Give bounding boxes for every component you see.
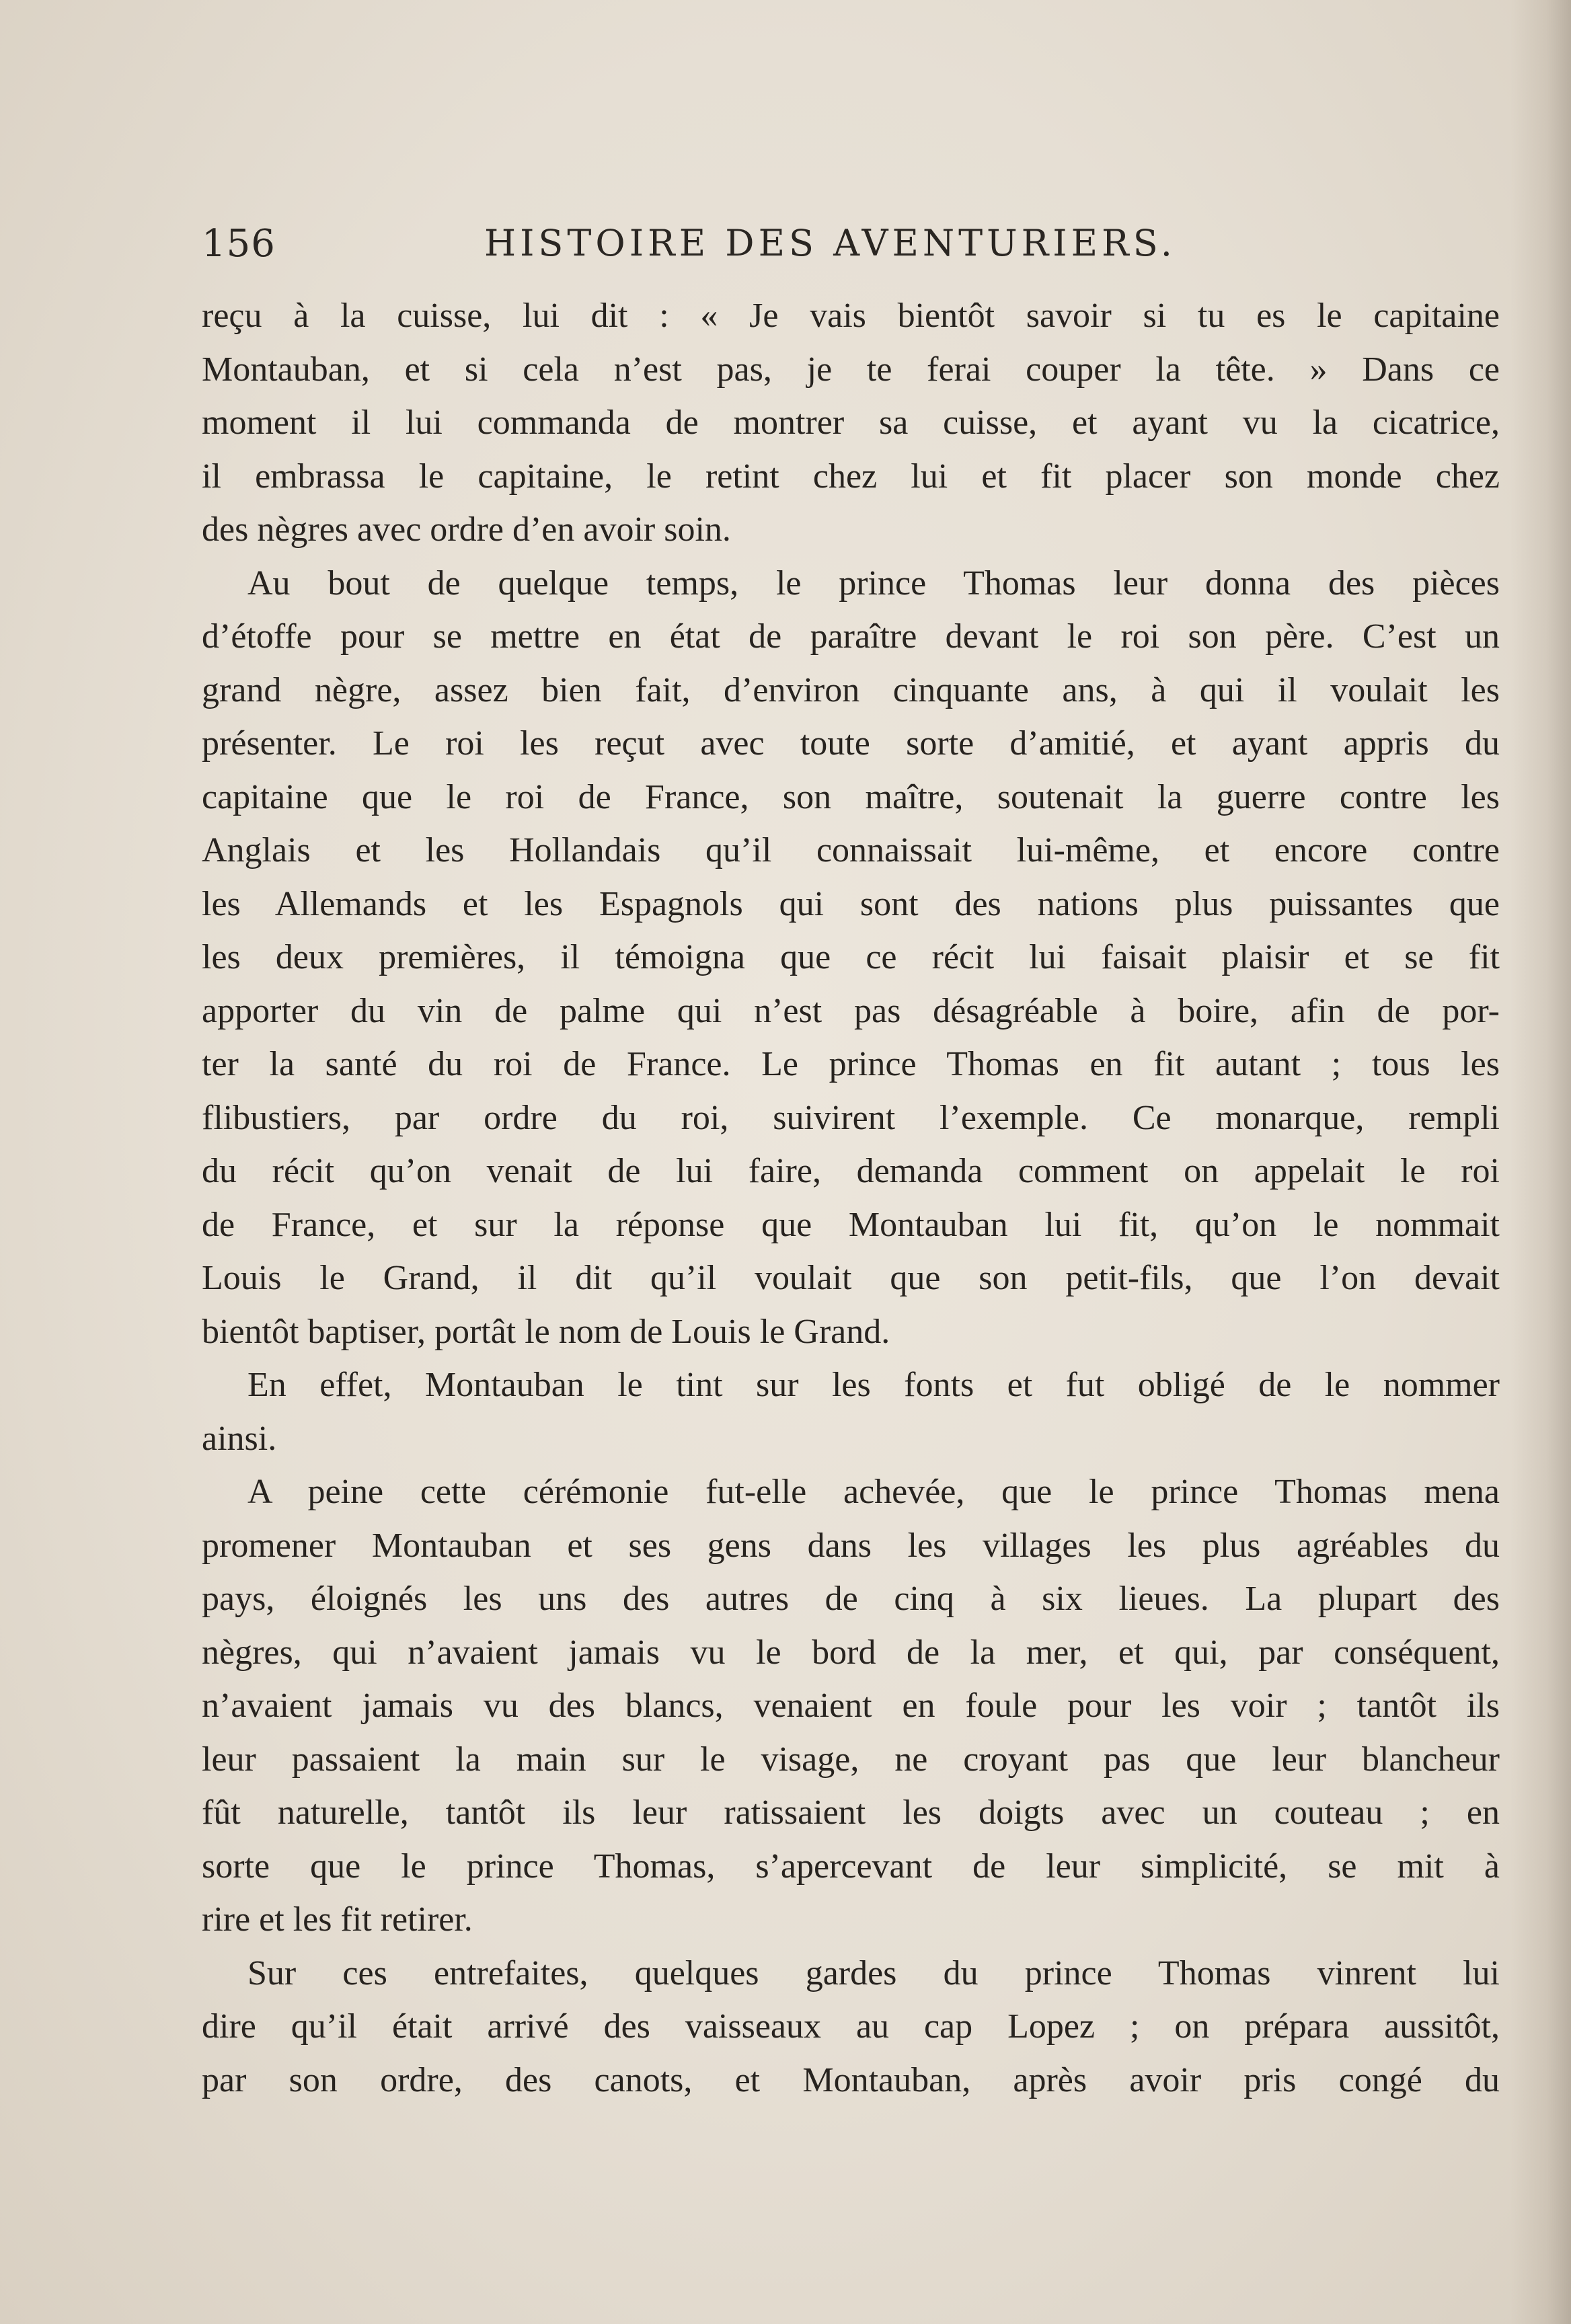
text-line: reçu à la cuisse, lui dit : « Je vais bientôt savoir si tu es le capitaine xyxy=(202,297,1500,335)
text-line: leur passaient la main sur le visage, ne croyant pas que leur blancheur xyxy=(202,1740,1500,1779)
text-line: par son ordre, des canots, et Montauban, après avoir pris congé du xyxy=(202,2060,1500,2099)
text-line: du récit qu’on venait de lui faire, demanda comment on appelait le roi xyxy=(202,1152,1500,1190)
paragraph-start-line: En effet, Montauban le tint sur les fonts et fut obligé de le nommer xyxy=(247,1366,1500,1404)
text-line: flibustiers, par ordre du roi, suivirent l’exemple. Ce monarque, rempli xyxy=(202,1098,1500,1137)
body-text xyxy=(202,289,1500,2107)
text-line: Louis le Grand, il dit qu’il voulait que son petit-fils, que l’on devait xyxy=(202,1259,1500,1297)
text-line: Anglais et les Hollandais qu’il connaissait lui-même, et encore contre xyxy=(202,831,1500,869)
text-line: les deux premières, il témoigna que ce récit lui faisait plaisir et se fit xyxy=(202,938,1500,976)
text-line: dire qu’il était arrivé des vaisseaux au cap Lopez ; on prépara aussitôt, xyxy=(202,2007,1500,2046)
paragraph-start-line: Sur ces entrefaites, quelques gardes du prince Thomas vinrent lui xyxy=(247,1953,1500,1992)
text-line: pays, éloignés les uns des autres de cinq à six lieues. La plupart des xyxy=(202,1580,1500,1618)
text-line: les Allemands et les Espagnols qui sont des nations plus puissantes que xyxy=(202,884,1500,923)
text-line: moment il lui commanda de montrer sa cuisse, et ayant vu la cicatrice, xyxy=(202,403,1500,442)
page-number: 156 xyxy=(202,222,276,266)
text-line: sorte que le prince Thomas, s’apercevant de leur simplicité, se mit à xyxy=(202,1847,1500,1886)
text-line: capitaine que le roi de France, son maître, soutenait la guerre contre les xyxy=(202,777,1500,816)
text-line: fût naturelle, tantôt ils leur ratissaient les doigts avec un couteau ; en xyxy=(202,1793,1500,1832)
running-title: HISTOIRE DES AVENTURIERS. xyxy=(484,222,1176,264)
text-line: des nègres avec ordre d’en avoir soin. xyxy=(202,510,731,549)
text-line: nègres, qui n’avaient jamais vu le bord de la mer, et qui, par conséquent, xyxy=(202,1633,1500,1672)
text-line: promener Montauban et ses gens dans les villages les plus agréables du xyxy=(202,1526,1500,1565)
text-line: rire et les fit retirer. xyxy=(202,1900,473,1939)
text-line: ter la santé du roi de France. Le prince Thomas en fit autant ; tous les xyxy=(202,1045,1500,1083)
text-line: ainsi. xyxy=(202,1419,277,1458)
text-line: bientôt baptiser, portât le nom de Louis le Grand. xyxy=(202,1312,890,1351)
running-head xyxy=(202,222,1500,282)
text-line: grand nègre, assez bien fait, d’environ cinquante ans, à qui il voulait les xyxy=(202,670,1500,709)
paragraph-start-line: Au bout de quelque temps, le prince Thomas leur donna des pièces xyxy=(247,564,1500,603)
text-line: d’étoffe pour se mettre en état de paraître devant le roi son père. C’est un xyxy=(202,617,1500,656)
text-line: Montauban, et si cela n’est pas, je te ferai couper la tête. » Dans ce xyxy=(202,350,1500,389)
text-line: présenter. Le roi les reçut avec toute sorte d’amitié, et ayant appris du xyxy=(202,724,1500,763)
text-line: de France, et sur la réponse que Montauban lui fit, qu’on le nommait xyxy=(202,1205,1500,1244)
text-line: il embrassa le capitaine, le retint chez lui et fit placer son monde chez xyxy=(202,457,1500,496)
text-line: n’avaient jamais vu des blancs, venaient en foule pour les voir ; tantôt ils xyxy=(202,1687,1500,1725)
text-line: apporter du vin de palme qui n’est pas désagréable à boire, afin de por- xyxy=(202,991,1500,1030)
paragraph-start-line: A peine cette cérémonie fut-elle achevée, que le prince Thomas mena xyxy=(247,1473,1500,1511)
